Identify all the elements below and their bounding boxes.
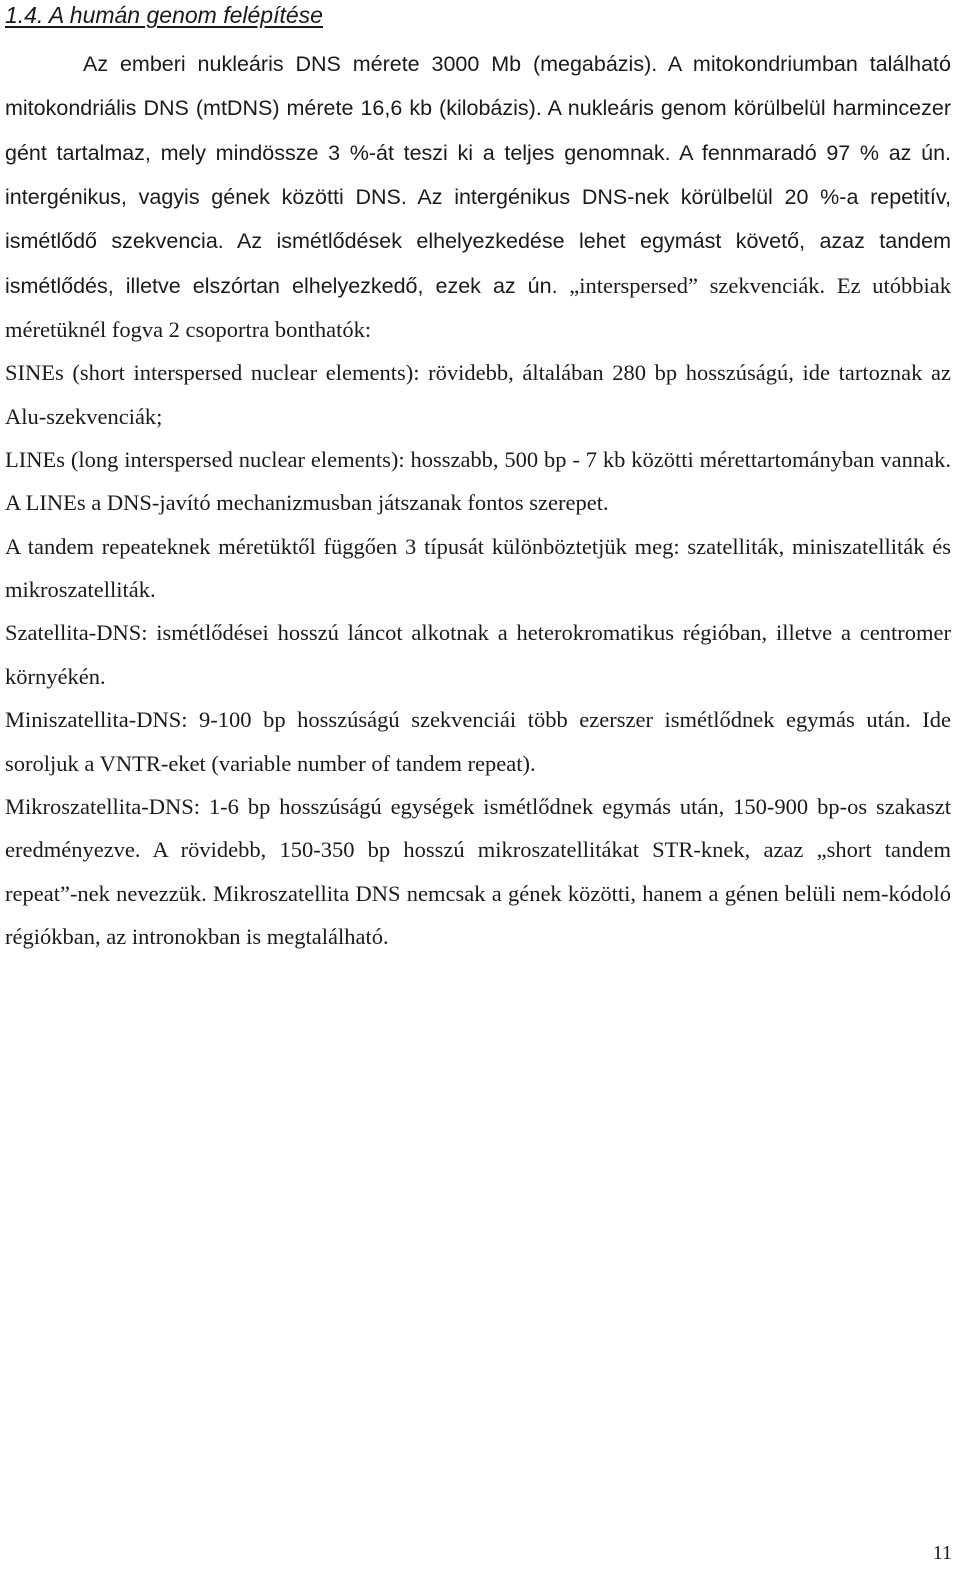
sines-paragraph: SINEs (short interspersed nuclear elements): rövidebb, általában 280 bp hosszúságú, ide tartoznak az Alu-szekvenciák; bbox=[5, 360, 951, 429]
section-heading: 1.4. A humán genom felépítése bbox=[5, 2, 323, 28]
intro-paragraph-serif-part: „interspersed” szekvenciák. Ez utóbbiak méretüknél fogva 2 csoportra bonthatók: bbox=[5, 272, 951, 343]
minisatellite-paragraph: Miniszatellita-DNS: 9-100 bp hosszúságú szekvenciái több ezerszer ismétlődnek egymás után. Ide soroljuk a VNTR-eket (variable number of tandem repeat). bbox=[5, 707, 951, 776]
tandem-paragraph: A tandem repeateknek méretüktől függően 3 típusát különböztetjük meg: szatelliták, miniszatelliták és mikroszatelliták. bbox=[5, 533, 951, 603]
body-text bbox=[5, 42, 951, 958]
intro-paragraph bbox=[5, 42, 951, 351]
intro-paragraph-sans-part: Az emberi nukleáris DNS mérete 3000 Mb (megabázis). A mitokondriumban található mitokondriális DNS (mtDNS) mérete 16,6 kb (kilobázis). A nukleáris genom körülbelül harmincezer gént tartalmaz, mely mindössze 3 %-át teszi ki a teljes genomnak. A fennmaradó 97 % az ún. intergénikus, vagyis gének közötti DNS. Az intergénikus DNS-nek körülbelül 20 %-a repetitív, ismétlődő szekvencia. Az ismétlődések elhelyezkedése lehet egymást követő, azaz tandem ismétlődés, illetve elszórtan elhelyezkedő, ezek az ún. bbox=[5, 52, 951, 298]
lines-paragraph: LINEs (long interspersed nuclear elements): hosszabb, 500 bp - 7 kb közötti mérettartományban vannak. A LINEs a DNS-javító mechanizmusban játszanak fontos szerepet. bbox=[5, 447, 951, 516]
microsatellite-paragraph: Mikroszatellita-DNS: 1-6 bp hosszúságú egységek ismétlődnek egymás után, 150-900 bp-os szakaszt eredményezve. A rövidebb, 150-350 bp hosszú mikroszatellitákat STR-knek, azaz „short tandem repeat”-nek nevezzük. Mikroszatellita DNS nemcsak a gének közötti, hanem a génen belüli nem-kódoló régiókban, az intronokban is megtalálható. bbox=[5, 793, 951, 949]
satellite-paragraph: Szatellita-DNS: ismétlődései hosszú láncot alkotnak a heterokromatikus régióban, illetve a centromer környékén. bbox=[5, 620, 951, 689]
page-number: 11 bbox=[932, 1542, 952, 1564]
